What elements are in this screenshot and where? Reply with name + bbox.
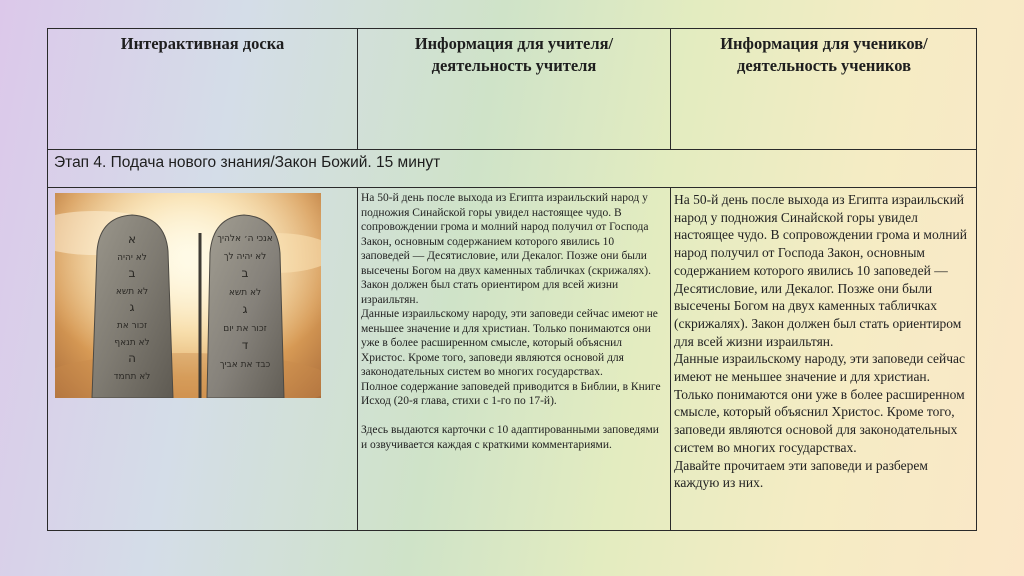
header-teacher-info	[358, 33, 670, 77]
right-tablet-line: כבד את אביך	[219, 360, 271, 370]
left-tablet-line: לא תשא	[115, 287, 149, 297]
left-tablet-line: ב	[128, 266, 136, 280]
teacher-text: На 50-й день после выхода из Египта израильский народ у подножия Синайской горы увидел настоящее чудо. В сопровождении грома и молний народ получил от Господа Закон, основным содержанием которого явились 10 заповедей — Десятисловие, или Декалог. Позже они были высечены Богом на двух каменных табличках (скрижалях). Закон должен был стать ориентиром для всей жизни израильтян. Данные израильскому народу, эти заповеди сейчас имеют не меньшее значение и для христиан. Только понимаются они уже в более расширенном смысле, который объяснил Христос. Кроме того, заповеди являются основой для законодательных систем во многих государствах. Полное содержание заповедей приводится в Библии, в Книге Исход (20-я глава, стихи с 1-го по 17-й). Здесь выдаются карточки с 10 адаптированными заповедями и озвучивается каждая с краткими комментариями.	[361, 192, 661, 451]
ten-commandments-tablets-image	[55, 193, 321, 398]
stage-title: Этап 4. Подача нового знания/Закон Божий. 15 минут	[54, 154, 441, 171]
column-divider-3	[357, 187, 358, 530]
right-tablet-line: ג	[242, 302, 248, 316]
left-tablet-line: לא תנאף	[114, 338, 150, 348]
left-tablet-line: זכור את	[116, 321, 148, 331]
left-tablet-line: לא יהיה	[117, 253, 147, 263]
left-tablet-line: א	[127, 232, 137, 246]
row-divider-1	[48, 149, 976, 150]
header-teacher-line1: Информация для учителя/	[414, 34, 614, 53]
left-tablet-line: ה	[128, 351, 136, 365]
row-divider-2	[48, 187, 976, 188]
header-student-line1: Информация для учеников/	[720, 34, 928, 53]
header-interactive-board: Интерактивная доска	[120, 34, 285, 53]
right-tablet-line: לא תשא	[228, 288, 262, 298]
column-divider-4	[670, 187, 671, 530]
left-tablet-line: לא תחמד	[113, 372, 151, 382]
header-student-info	[671, 33, 977, 77]
right-tablet-line: ד	[241, 338, 249, 352]
right-tablet-line: לא יהיה לך	[223, 252, 267, 262]
header-student-line2: деятельность учеников	[737, 56, 911, 75]
right-tablet-line: זכור את יום	[223, 324, 267, 334]
right-tablet-line: אנכי ה׳ אלהיך	[217, 234, 273, 244]
student-text: На 50-й день после выхода из Египта израильский народ у подножия Синайской горы увидел настоящее чудо. В сопровождении грома и молний народ получил от Господа Закон, основным содержанием которого явились 10 заповедей — Десятисловие, или Декалог. Позже они были высечены Богом на двух каменных табличках (скрижалях). Закон должен был стать ориентиром для всей жизни израильтян. Данные израильскому народу, эти заповеди сейчас имеют не меньшее значение и для христиан. Только понимаются они уже в более расширенном смысле, который объяснил Христос. Кроме того, заповеди являются основой для законодательных систем во многих государствах. Давайте прочитаем эти заповеди и разберем каждую из них.	[674, 192, 967, 491]
header-teacher-line2: деятельность учителя	[431, 56, 597, 75]
left-tablet-line: ג	[129, 300, 135, 314]
right-tablet-line: ב	[241, 266, 249, 280]
lesson-table	[47, 28, 977, 531]
